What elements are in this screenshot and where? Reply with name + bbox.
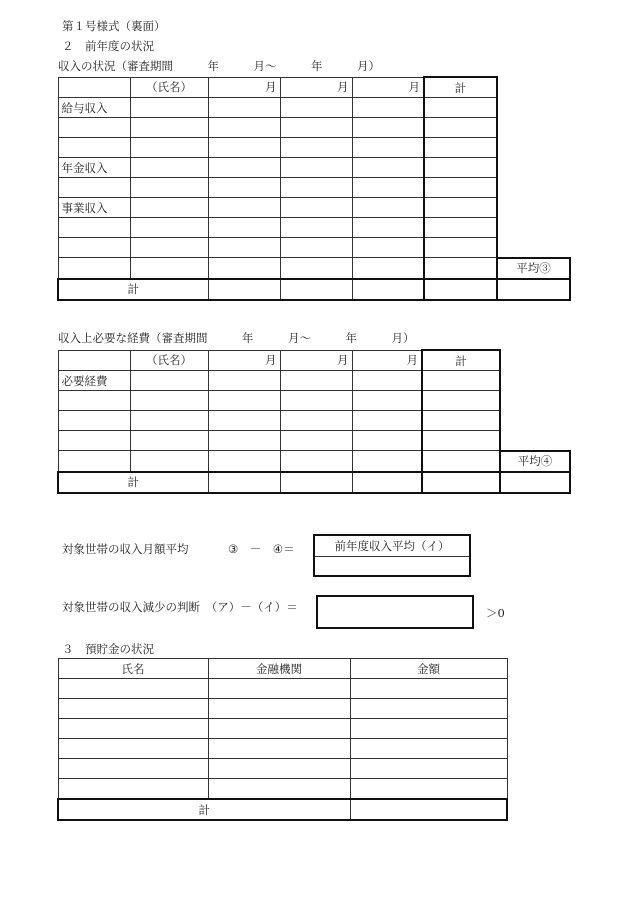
- section-2-heading: ２ 前年度の状況: [62, 39, 154, 53]
- savings-total-label: 計: [58, 799, 350, 820]
- income-total-label: 計: [58, 279, 208, 300]
- savings-col-bank: 金融機関: [208, 659, 350, 679]
- income-col-total: 計: [424, 77, 497, 98]
- expense-col-total: 計: [422, 350, 500, 371]
- income-label-business: 事業収入: [58, 198, 130, 218]
- expense-table: [57, 349, 571, 494]
- expense-avg4-label: 平均④: [500, 451, 570, 472]
- income-col-name: （氏名）: [130, 77, 208, 98]
- savings-col-amount: 金額: [350, 659, 507, 679]
- expense-period-title: 収入上必要な経費（審査期間 年 月～ 年 月）: [58, 331, 415, 345]
- income-grand-total[interactable]: [424, 279, 497, 300]
- income-col-month-2: 月: [280, 77, 352, 98]
- decrease-judgment-suffix: ＞0: [486, 606, 505, 620]
- section-3-heading: ３ 預貯金の状況: [62, 642, 154, 656]
- expense-col-name: （氏名）: [130, 350, 208, 371]
- prior-year-average-title: 前年度収入平均（イ）: [315, 536, 469, 557]
- income-col-month-3: 月: [352, 77, 424, 98]
- monthly-average-formula: ③ － ④＝: [228, 542, 295, 556]
- prior-year-average-box: [313, 534, 471, 577]
- expense-grand-total[interactable]: [422, 472, 500, 493]
- expense-col-month-3: 月: [352, 350, 422, 371]
- income-avg3-value[interactable]: [497, 279, 570, 300]
- income-period-title: 収入の状況（審査期間 年 月～ 年 月）: [58, 59, 380, 73]
- income-col-month-1: 月: [208, 77, 280, 98]
- monthly-average-label: 対象世帯の収入月額平均: [62, 542, 189, 556]
- prior-year-average-value[interactable]: [315, 557, 469, 576]
- income-table: [57, 76, 571, 301]
- expense-col-month-1: 月: [208, 350, 280, 371]
- decrease-judgment-label: 対象世帯の収入減少の判断 （ア）－（イ）＝: [62, 600, 298, 614]
- expense-avg4-value[interactable]: [500, 472, 570, 493]
- income-label-pension: 年金収入: [58, 158, 130, 178]
- expense-col-month-2: 月: [280, 350, 352, 371]
- savings-table: [57, 658, 508, 821]
- form-number: 第１号様式（裏面）: [62, 19, 166, 33]
- expense-total-label: 計: [58, 472, 208, 493]
- income-label-salary: 給与収入: [58, 98, 130, 118]
- savings-col-name: 氏名: [58, 659, 208, 679]
- expense-label-needed: 必要経費: [58, 371, 130, 391]
- savings-total-value[interactable]: [350, 799, 507, 820]
- income-avg3-label: 平均③: [497, 258, 570, 279]
- decrease-judgment-box[interactable]: [316, 595, 474, 629]
